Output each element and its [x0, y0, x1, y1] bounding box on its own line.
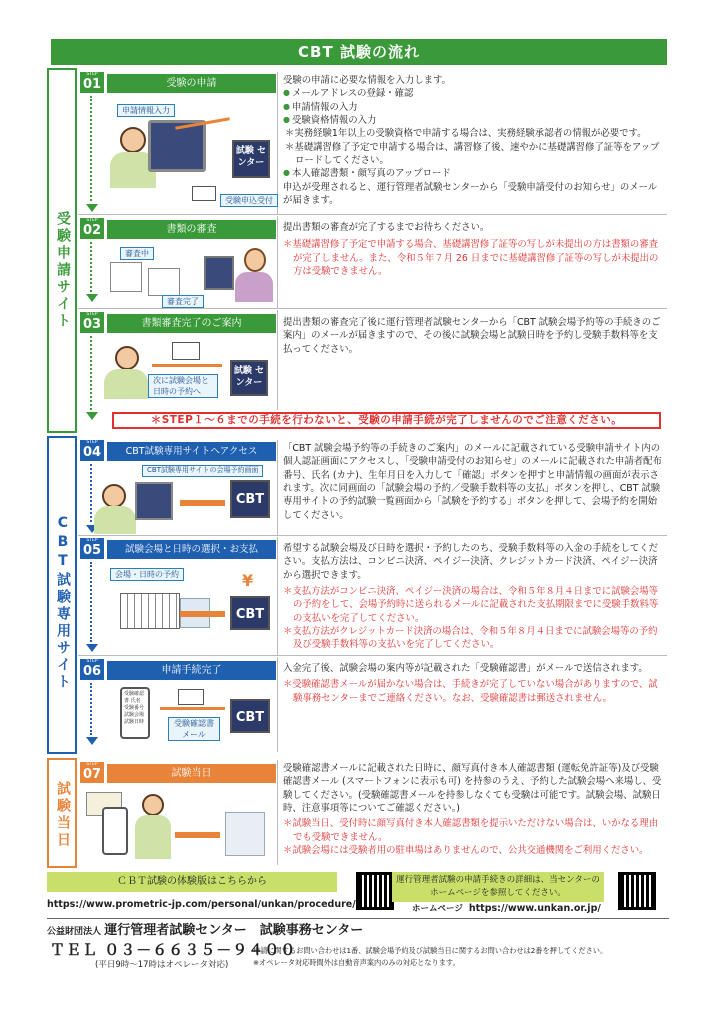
cbt-monitor: CBT	[230, 699, 270, 733]
step-heading: 申請手続完了	[107, 661, 276, 680]
person-icon	[120, 127, 146, 153]
step-04-text: 「CBT 試験会場予約等の手続きのご案内」のメールに記載されている受験申請サイト内の個人認証画面にアクセスし、「受験申請受付のお知らせ」のメールに記載された申請者配布番号、氏名 (カナ)、生年月日を入力して「確認」ボタンを押すと申請情報の画面が表示されます。次に同画面の「試験会場の予約／受験手数料等の支払」ボタンを押し、CBT 試験専用サイトの予約試験一覧画面から「試験を予約する」ボタンを押して、会場予約を開始してください。	[283, 443, 662, 521]
tag-next-reserve: 次に試験会場と 日時の予約へ	[148, 374, 218, 398]
divider	[78, 655, 667, 656]
person-icon	[244, 248, 266, 272]
document-icon	[110, 262, 142, 292]
step-01	[80, 72, 280, 205]
step-heading: 書類の審査	[107, 220, 276, 239]
yen-icon: ¥	[242, 571, 254, 590]
test-center-monitor: 試験 センター	[232, 140, 270, 178]
section-label-exam-day: 試験当日	[54, 781, 71, 849]
step-05-text: 希望する試験会場及び日時を選択・予約したのち、受験手数料等の入金の手続をしてください。支払方法は、コンビニ決済、ペイジー決済、クレジットカード決済、ペイジー決済から選択できます。 ＊支払方法がコンビニ決済、ペイジー決済の場合は、令和５年８月４日までに試験会場等の予約をして、会場予約時に送られるメールに記載された支払期限までに受験手数料等の支払いを完了してください。 ＊支払方法がクレジットカード決済の場合は、令和５年８月４日までに試験会場等の予約及び受験手数料等の支払いを完了してください。	[283, 543, 659, 651]
step-07-text: 受験確認書メールに記載された日時に、顔写真付き本人確認書類 (運転免許証等)及び受験確認書メール (スマートフォンに表示も可) を持参のうえ、予約した試験会場へ来場し、受験してください。(受験確認書メールを持参しなくても受験は可能です。試験会場、試験日時、注意事項等についてご確認ください。) ＊試験当日、受付時に顔写真付き本人確認書類を提示いただけない場合は、いかなる理由でも受験できません。 ＊試験会場には受験者用の駐車場はありませんので、公共交通機関をご利用ください。	[283, 763, 662, 857]
step-number: STEP 01	[80, 72, 104, 93]
step-number: STEP 07	[80, 762, 104, 783]
tel-hours: (平日9時～17時はオペレータ対応)	[95, 960, 229, 970]
divider	[78, 214, 667, 215]
detail-banner: 運行管理者試験の申請手続きの詳細は、当センターのホームページを参照してください。	[392, 872, 604, 902]
mail-icon	[192, 186, 216, 201]
step-01-text: 受験の申請に必要な情報を入力します。 ● メールアドレスの登録・確認 ● 申請情報の入力 ● 受験資格情報の入力 ＊実務経験1年以上の受験資格で申請する場合は、実務経験承認者の情報が必要です。 ＊基礎講習修了予定で申請する場合は、講習修了後、速やかに基礎講習修了証等をアップロードしてください。 ● 本人確認書類・顔写真のアップロード 申込が受理されると、運行管理者試験センターから「受験申請受付のお知らせ」のメールが届きます。	[283, 74, 663, 207]
person-icon	[115, 346, 139, 370]
step-02-text: 提出書類の審査が完了するまでお待ちください。 ＊基礎講習修了予定で申請する場合、基礎講習修了証等の写しが未提出の方は書類の審査が完了しません。また、令和５年７月 26 日までに基礎講習修了証等の写しが未提出の方は受験できません。	[283, 222, 659, 278]
person-body-icon	[135, 815, 171, 859]
person-body-icon	[104, 369, 148, 399]
tag-accepted: 受験申込受付	[220, 194, 278, 207]
qr-code-icon	[356, 872, 394, 910]
org-name: 運行管理者試験センター 試験事務センター	[104, 923, 364, 938]
person-icon	[102, 484, 126, 508]
tag-reserve-screen: CBT試験専用サイトの会場予約画面	[142, 465, 263, 477]
warning-banner: ＊STEP１～６までの手続を行わないと、受験の申請手続が完了しませんのでご注意ください。	[112, 412, 661, 429]
footer-divider	[47, 918, 669, 919]
step-03-text: 提出書類の審査完了後に運行管理者試験センターから「CBT 試験会場予約等の手続きのご案内」のメールが届きますので、その後に試験会場と試験日時を予約し受験手数料等を支払ってください。	[283, 317, 661, 355]
page-title: CBT 試験の流れ	[51, 39, 667, 65]
section-label-application: 受験申請サイト	[54, 210, 71, 330]
tel-number: ＴＥＬ ０３－６６３５－９４００	[50, 941, 297, 959]
mail-icon	[172, 342, 200, 360]
cbt-trial-banner: ＣＢＴ試験の体験版はこちらから	[47, 872, 337, 892]
tag-reviewing: 審査中	[120, 247, 154, 260]
tag-review-done: 審査完了	[162, 295, 204, 308]
qr-code-icon	[618, 872, 656, 910]
tel-note-1: 申請に関するお問い合わせは1番、試験会場予約及び試験当日に関するお問い合わせは2番を押してください。	[253, 946, 608, 955]
step-02	[80, 218, 280, 325]
step-number: STEP 04	[80, 440, 104, 461]
monitor-icon	[135, 482, 173, 520]
step-heading: 書類審査完了のご案内	[107, 314, 276, 333]
step-heading: 試験会場と日時の選択・お支払	[107, 540, 276, 559]
step-06-text: 入金完了後、試験会場の案内等が記載された「受験確認書」がメールで送信されます。 ＊受験確認書メールが届かない場合は、手続きが完了していない場合がありますので、試験事務センターまでご連絡ください。なお、受験確認書は郵送されません。	[283, 663, 658, 704]
step-heading: 受験の申請	[107, 74, 276, 93]
step-04	[80, 440, 280, 547]
cbt-monitor: CBT	[230, 480, 270, 518]
homepage-label: ホームページ	[412, 904, 463, 914]
homepage-row	[412, 902, 601, 915]
step-05	[80, 538, 280, 645]
monitor-icon	[204, 256, 234, 290]
tag-confirm-mail: 受験確認書 メール	[168, 717, 220, 741]
test-center-monitor: 試験 センター	[230, 360, 268, 396]
document-icon	[148, 268, 180, 296]
org-prefix: 公益財団法人	[47, 927, 102, 937]
org-row	[47, 922, 363, 940]
tag-input: 申請情報入力	[117, 104, 175, 117]
smartphone-icon	[102, 807, 128, 855]
section-cbt-site	[47, 436, 77, 754]
person-icon	[142, 794, 164, 816]
section-label-cbt: CBT試験専用サイト	[54, 515, 71, 691]
step-number: STEP 06	[80, 659, 104, 680]
step-number: STEP 05	[80, 538, 104, 559]
tel-note-2: ※オペレータ対応時間外は自動音声案内のみの対応となります。	[253, 958, 460, 967]
mail-icon	[178, 689, 204, 705]
step-number: STEP 02	[80, 218, 104, 239]
section-exam-day	[47, 758, 77, 868]
step-07	[80, 762, 280, 869]
smartphone-icon: 受験確認書 氏名 受験番号 試験会場 試験日時	[120, 687, 150, 739]
step-heading: CBT試験専用サイトへアクセス	[107, 442, 276, 461]
person-body-icon	[235, 272, 273, 302]
calendar-icon	[120, 593, 180, 629]
building-icon	[225, 812, 265, 856]
step-heading: 試験当日	[107, 764, 276, 783]
cbt-monitor: CBT	[230, 596, 270, 630]
step-number: STEP 03	[80, 312, 104, 333]
section-label-box	[47, 68, 77, 433]
cbt-trial-url[interactable]: https://www.prometric-jp.com/personal/unkan/procedure/	[47, 899, 356, 910]
tag-reserve-venue: 会場・日時の予約	[110, 568, 184, 581]
homepage-url[interactable]: https://www.unkan.or.jp/	[468, 903, 601, 914]
step-03	[80, 312, 280, 419]
step-06	[80, 659, 280, 766]
person-body-icon	[94, 506, 136, 534]
